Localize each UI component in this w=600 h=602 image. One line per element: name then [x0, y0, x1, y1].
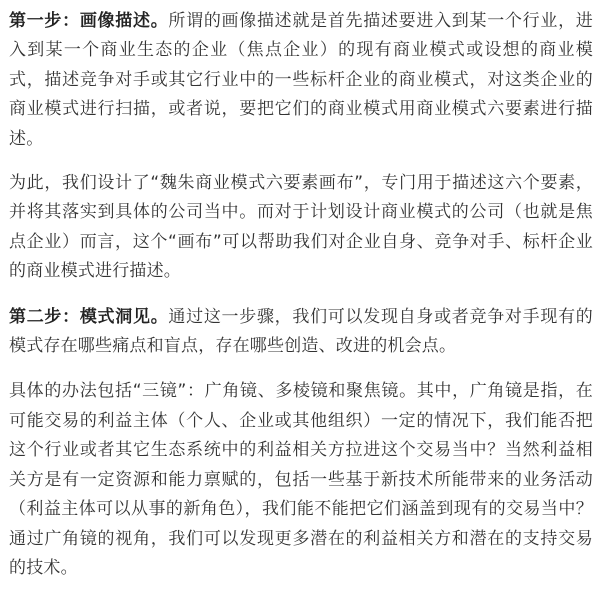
three-lenses-text: 具体的办法包括“三镜”：广角镜、多棱镜和聚焦镜。其中，广角镜是指，在可能交易的利益主体（个人、企业或其他组织）一定的情况下，我们能否把这个行业或者其它生态系统中的利益相关方拉进这个交易当中？当然利益相关方是有一定资源和能力禀赋的，包括一些基于新技术所能带来的业务活动（利益主体可以从事的新角色），我们能不能把它们涵盖到现有的交易当中？通过广角镜的视角，我们可以发现更多潜在的利益相关方和潜在的支持交易的技术。: [9, 381, 593, 578]
step-two-text: 通过这一步骤，我们可以发现自身或者竞争对手现有的模式存在哪些痛点和盲点，存在哪些创造、改进的机会点。: [9, 306, 593, 357]
paragraph-canvas: [9, 169, 593, 287]
step-two-heading: 第二步：模式洞见。: [9, 306, 169, 327]
step-one-heading: 第一步：画像描述。: [9, 11, 169, 31]
paragraph-three-lenses: [9, 377, 593, 583]
paragraph-step-one: [9, 7, 593, 154]
canvas-text: 为此，我们设计了“魏朱商业模式六要素画布”，专门用于描述这六个要素，并将其落实到具体的公司当中。而对于计划设计商业模式的公司（也就是焦点企业）而言，这个“画布”可以帮助我们对企业自身、竞争对手、标杆企业的商业模式进行描述。: [9, 173, 593, 282]
paragraph-step-two: [9, 303, 593, 362]
step-one-text: 所谓的画像描述就是首先描述要进入到某一个行业，进入到某一个商业生态的企业（焦点企业）的现有商业模式或设想的商业模式，描述竞争对手或其它行业中的一些标杆企业的商业模式，对这类企业的商业模式进行扫描，或者说，要把它们的商业模式用商业模式六要素进行描述。: [9, 11, 593, 149]
article-body: [9, 0, 593, 583]
